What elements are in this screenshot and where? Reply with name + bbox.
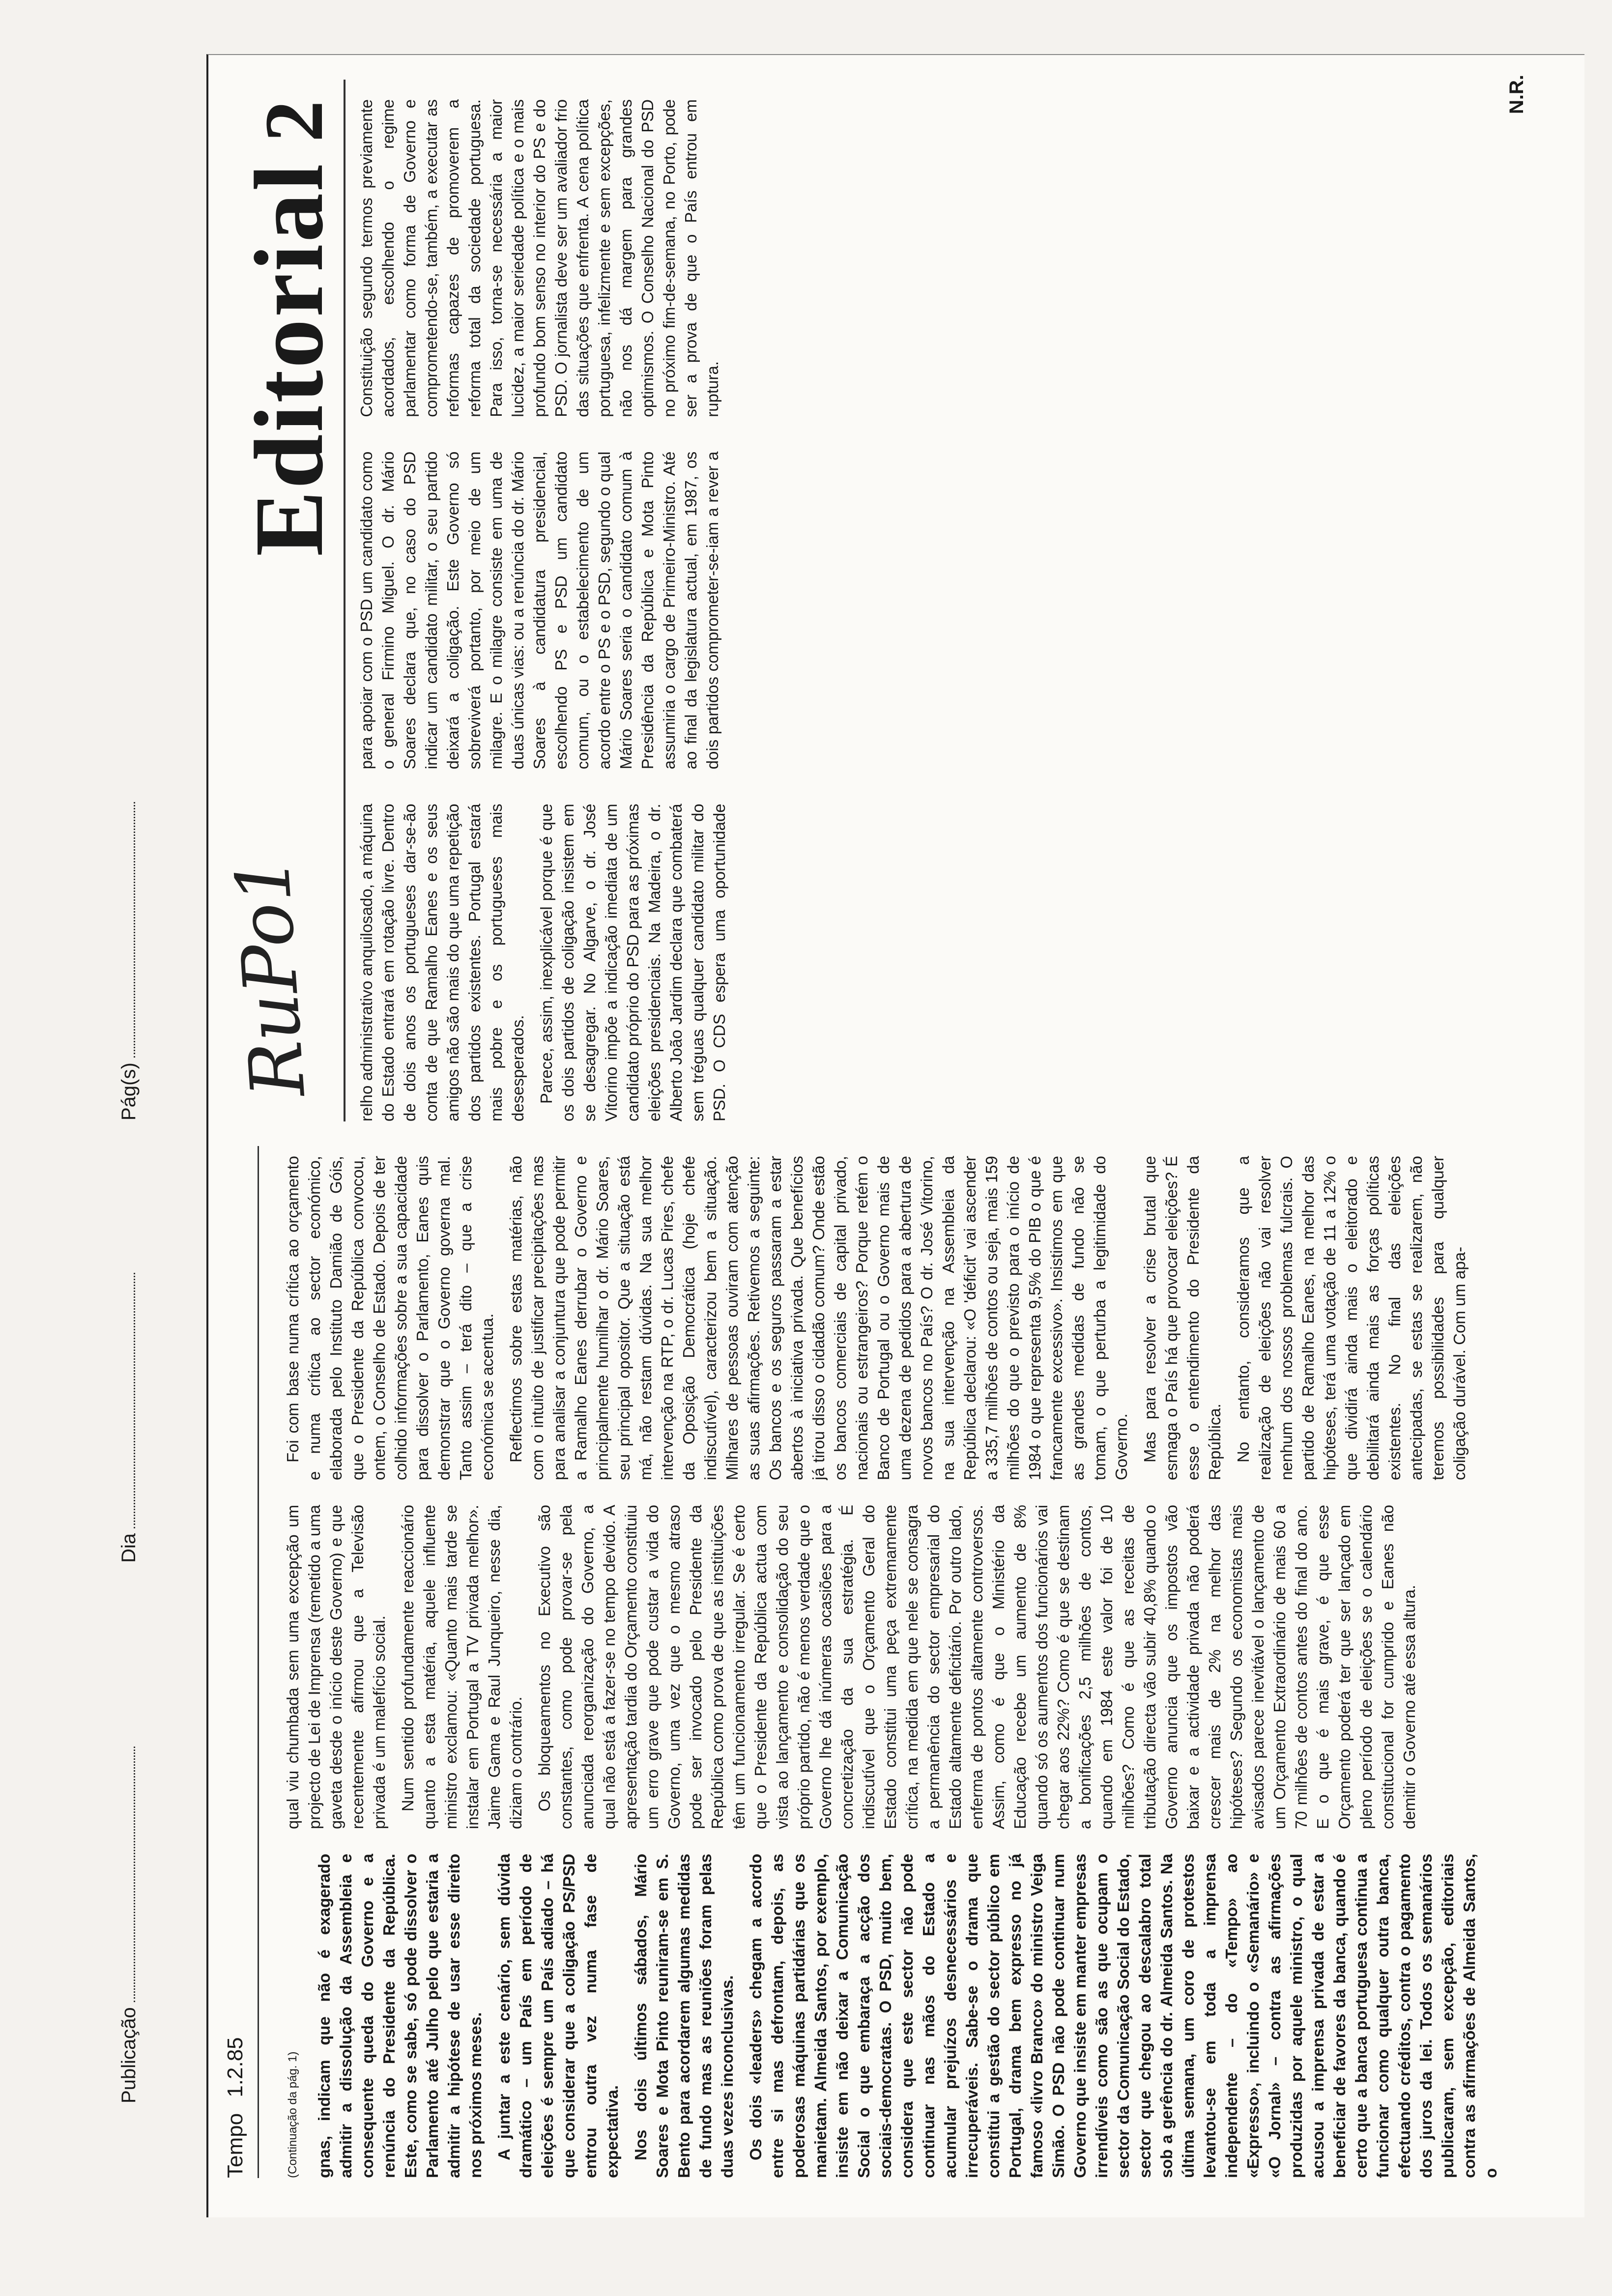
masthead xyxy=(223,2037,248,2178)
paragraph: relho administrativo anquilosado, a máquina do Estado entrará em rotação livre. Dentro de dois anos os portugueses dar-se-ão conta de que Ramalho Eanes e os seus amigos não são mais do que uma repetição dos partidos existentes. Portugal estará mais pobre e os portugueses mais desesperados. xyxy=(357,804,527,1121)
title-rule xyxy=(344,80,345,1121)
paragraph: A juntar a este cenário, sem dúvida dramático – um País em período de eleições é sempre um País adiado – há que considerar que a coligação PS/PSD entrou outra vez numa fase de expectativa. xyxy=(495,1854,621,2178)
paragraph: Parece, assim, inexplicável porque é que os dois partidos de coligação insistem em se desagregar. No Algarve, o dr. José Vitorino impõe a indicação imediata de um candidato próprio do PSD para as próximas eleições presidenciais. Na Madeira, o dr. Alberto João Jardim declara que combaterá sem tréguas qualquer candidato militar do PSD. O CDS espera uma oportunidade para apoiar com o PSD um candidato como o general Firmino Miguel. O dr. Mário Soares declara que, no caso do PSD indicar um candidato militar, o seu partido deixará a coligação. Este Governo só sobreviverá portanto, por meio de um milagre. E o milagre consiste em uma de duas únicas vias: ou a renúncia do dr. Mário Soares à candidatura presidencial, escolhendo PS e PSD um candidato comum, ou o estabelecimento de um acordo entre o PS e o PSD, segundo o qual Mário Soares seria o candidato comum à Presidência da República e Mota Pinto assumiria o cargo de Primeiro-Ministro. Até ao final da legislatura actual, em 1987, os dois partidos comprometer-se-iam a rever a Constituição segundo termos previamente acordados, escolhendo o regime parlamentar como forma de Governo e comprometendo-se, também, a executar as reformas capazes de promoverem a reforma total da sociedade portuguesa. Para isso, torna-se necessária a maior lucidez, a maior seriedade política e o mais profundo bom senso no interior do PS e do PSD. O jornalista deve ser um avaliador frio das situações que enfrenta. A cena política portuguesa, infelizmente e sem excepções, não nos dá margem para grandes optimismos. O Conselho Nacional do PSD no próximo fim-de-semana, no Porto, pode ser a prova de que o País entrou em ruptura. xyxy=(357,99,728,1121)
pags-label: Pág(s) xyxy=(118,1062,140,1120)
pags-field xyxy=(118,678,147,1120)
editorial-signature: N.R. xyxy=(1506,75,1527,114)
paragraph: qual viu chumbada sem uma excepção um projecto de Lei de Imprensa (remetido a uma gaveta desde o início deste Governo) e que recentemente afirmou que a Televisão privada é um malefício social. xyxy=(284,1505,388,1829)
paragraph: Num sentido profundamente reaccionário quanto a esta matéria, aquele influente ministro exclamou: «Quanto mais tarde se instalar em Portugal a TV privada melhor». Jaime Gama e Raul Junqueiro, nesse dia, diziam o contrário. xyxy=(399,1505,525,1829)
handwritten-note: RuPo1 xyxy=(220,853,322,1100)
paragraph: Reflectimos sobre estas matérias, não com o intuito de justificar precipitações mas para analisar a conjuntura que pode permitir a Ramalho Eanes derrubar o Governo e principalmente humilhar o dr. Mário Soares, seu principal opositor. Que a situação está má, não restam dúvidas. Na sua melhor intervenção na RTP, o dr. Lucas Pires, chefe da Oposição Democrática (hoje chefe indiscutível), caracterizou bem a situação. Milhares de pessoas ouviram com atenção as suas afirmações. Retivemos a seguinte: Os bancos e os seguros passaram a estar abertos à iniciativa privada. Que benefícios já tirou disso o cidadão comum? Onde estão os bancos comerciais de capital privado, nacionais ou estrangeiros? Porque retém o Banco de Portugal ou o Governo mais de uma dezena de pedidos para a abertura de novos bancos no País? O dr. José Vitorino, na sua intervenção na Assembleia da República declarou: «O 'déficit' vai ascender a 335,7 milhões de contos ou seja, mais 159 milhões do que o previsto para o início de 1984 o que representa 9,5% do PIB o que é francamente excessivo». Insistimos em que as grandes medidas de fundo não se tomam, o que perturba a legitimidade do Governo. xyxy=(507,1156,1130,1480)
dia-label: Dia xyxy=(118,1533,140,1563)
paragraph: No entanto, consideramos que a realização de eleições não vai resolver nenhum dos nossos problemas fulcrais. O partido de Ramalho Eanes, na melhor das hipóteses, terá uma votação de 11 a 12% o que dividirá ainda mais o eleitorado e debilitará ainda mais as forças políticas existentes. No final das eleições antecipadas, se estas se realizarem, não teremos possibilidades para qualquer coligação durável. Com um apa- xyxy=(1234,1156,1468,1480)
continuation-note: (Continuação da pág. 1) xyxy=(286,2051,299,2178)
clipping-sheet-header xyxy=(59,0,147,2296)
publication-name: Tempo xyxy=(223,2113,247,2178)
article-column-3 xyxy=(282,1156,1540,1480)
publicacao-field xyxy=(118,1661,147,2103)
paragraph: gnas, indicam que não é exagerado admitir a dissolução da Assembleia e consequente queda do Governo e a renúncia do Presidente da República. Este, como se sabe, só pode dissolver o Parlamento até Julho pelo que estaria a admitir a hipótese de usar esse direito nos próximos meses. xyxy=(315,1854,485,2178)
paragraph: Os dois «leaders» chegam a acordo entre si mas defrontam, depois, as poderosas máquinas partidárias que os manietam. Almeida Santos, por exemplo, insiste em não deixar a Comunicação Social o que embaraça a acção dos sociais-democratas. O PSD, muito bem, considera que este sector não pode continuar nas mãos do Estado a acumular prejuízos desnecessários e irrecuperáveis. Sabe-se o drama que constitui a gestão do sector público em Portugal, drama bem expresso no já famoso «livro Branco» do ministro Veiga Simão. O PSD não pode continuar num Governo que insiste em manter empresas irrendíveis como são as que ocupam o sector da Comunicação Social do Estado, sector que chegou ao descalabro total sob a gerência do dr. Almeida Santos. Na última semana, um coro de protestos levantou-se em toda a imprensa independente – do «Tempo» ao «Expresso», incluindo o «Semanário» e «O Jornal» – contra as afirmações produzidas por aquele ministro, o qual acusou a imprensa privada de estar a beneficiar de favores da banca, quando é certo que a banca portuguesa continua a funcionar como qualquer outra banca, efectuando créditos, contra o pagamento dos juros da lei. Todos os semanários publicaram, sem excepção, editoriais contra as afirmações de Almeida Santos, o xyxy=(747,1854,1500,2178)
newspaper-clipping xyxy=(206,54,1584,2217)
publicacao-label: Publicação xyxy=(118,2007,140,2103)
masthead-rule xyxy=(258,1146,259,2178)
article-column-1 xyxy=(282,1854,1540,2178)
paragraph: Nos dois últimos sábados, Mário Soares e Mota Pinto reuniram-se em S. Bento para acordarem algumas medidas de fundo mas as reuniões foram pelas duas vezes inconclusivas. xyxy=(632,1854,736,2178)
paragraph: Foi com base numa crítica ao orçamento e numa crítica ao sector económico, elaborada pelo Instituto Damião de Góis, que o Presidente da República convocou, ontem, o Conselho de Estado. Depois de ter colhido informações sobre a sua capacidade para dissolver o Parlamento, Eanes quis demonstrar que o Governo governa mal. Tanto assim – terá dito – que a crise económica se acentua. xyxy=(284,1156,496,1480)
article-column-2 xyxy=(282,1505,1540,1829)
section-title-text: Editorial xyxy=(235,162,344,556)
section-number: 2 xyxy=(248,98,340,143)
paragraph: Mas para resolver a crise brutal que esmaga o País há que provocar eleições? É esse o entendimento do Presidente da República. xyxy=(1141,1156,1224,1480)
publication-date: 1.2.85 xyxy=(223,2037,247,2097)
clipping-content xyxy=(208,55,1584,2217)
section-title xyxy=(235,98,345,556)
paragraph: Os bloqueamentos no Executivo são constantes, como pode provar-se pela anunciada reorganização do Governo, a qual não está a fazer-se no tempo devido. A apresentação tardia do Orçamento constituiu um erro grave que pode custar a vida do Governo, uma vez que o mesmo atraso pode ser invocado pelo Presidente da República como prova de que as instituições têm um funcionamento irregular. Se é certo que o Presidente da República actua com vista ao lançamento e consolidação do seu próprio partido, não é menos verdade que o Governo lhe dá inúmeras ocasiões para a concretização da sua estratégia. É indiscutível que o Orçamento Geral do Estado constitui uma peça extremamente crítica, na medida em que nele se consagra a permanência do sector empresarial do Estado altamente deficitário. Por outro lado, enferma de pontos altamente controversos. Assim, como é que o Ministério da Educação recebe um aumento de 8% quando só os aumentos dos funcionários vai chegar aos 22%? Como é que se destinam a bonificações 2,5 milhões de contos, quando em 1984 este valor foi de 10 milhões? Como é que as receitas de tributação directa vão subir 40,8% quando o Governo anuncia que os impostos vão baixar e a actividade privada não poderá crescer mais de 2% na melhor das hipóteses? Segundo os economistas mais avisados parece inevitável o lançamento de um Orçamento Extraordinário de mais 60 a 70 milhões de contos antes do final do ano. E o que é mais grave, é que esse Orçamento poderá ter que ser lançado em pleno período de eleições se o calendário constitucional for cumprido e Eanes não demitir o Governo até essa altura. xyxy=(535,1505,1418,1829)
dia-field xyxy=(118,1120,147,1563)
article-column-4 xyxy=(356,99,1501,1121)
